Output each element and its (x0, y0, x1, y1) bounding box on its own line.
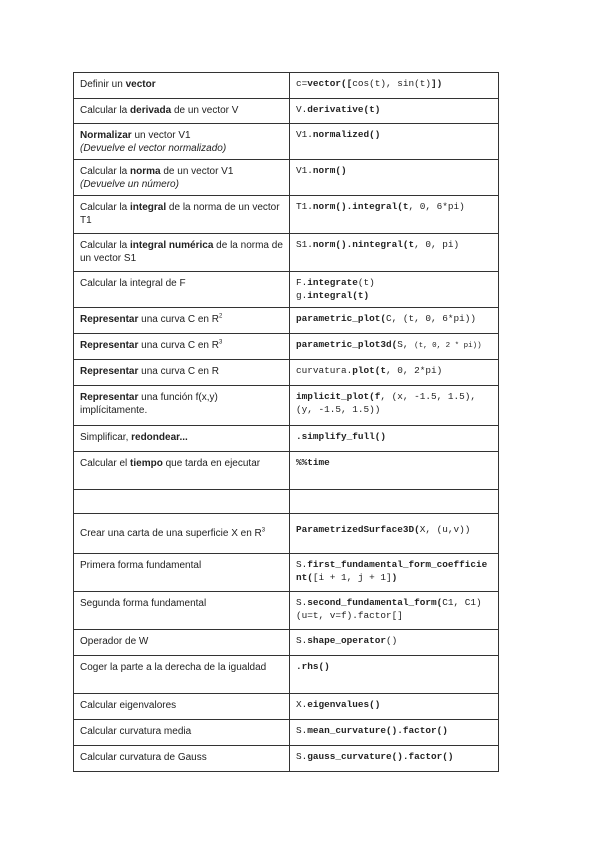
code-cell: S.mean_curvature().factor() (290, 720, 499, 746)
table-row (74, 234, 499, 272)
code-cell: c=vector([cos(t), sin(t)]) (290, 73, 499, 99)
code-cell: V.derivative(t) (290, 99, 499, 124)
description-cell: Calcular la integral de F (74, 272, 290, 308)
table-row (74, 514, 499, 554)
code-cell: V1.norm() (290, 160, 499, 196)
description-cell: Calcular la integral numérica de la norma de un vector S1 (74, 234, 290, 272)
description-cell: Normalizar un vector V1 (Devuelve el vector normalizado) (74, 124, 290, 160)
description-cell: Calcular la norma de un vector V1 (Devuelve un número) (74, 160, 290, 196)
description-cell: Simplificar, redondear... (74, 426, 290, 452)
description-cell: Segunda forma fundamental (74, 592, 290, 630)
code-cell: parametric_plot(C, (t, 0, 6*pi)) (290, 308, 499, 334)
table-row (74, 334, 499, 360)
description-cell: Representar una función f(x,y) implícitamente. (74, 386, 290, 426)
code-cell: parametric_plot3d(S, (t, 0, 2 * pi)) (290, 334, 499, 360)
table-row (74, 124, 499, 160)
code-cell: V1.normalized() (290, 124, 499, 160)
table-row (74, 426, 499, 452)
table-row (74, 360, 499, 386)
code-cell: .rhs() (290, 656, 499, 694)
code-cell: implicit_plot(f, (x, -1.5, 1.5), (y, -1.5, 1.5)) (290, 386, 499, 426)
description-cell: Operador de W (74, 630, 290, 656)
code-cell: curvatura.plot(t, 0, 2*pi) (290, 360, 499, 386)
table-row (74, 592, 499, 630)
sage-commands-table (73, 72, 499, 772)
table-row (74, 656, 499, 694)
description-cell: Calcular el tiempo que tarda en ejecutar (74, 452, 290, 490)
code-cell: X.eigenvalues() (290, 694, 499, 720)
table-row (74, 720, 499, 746)
description-cell: Crear una carta de una superficie X en $R^3$ (74, 514, 290, 554)
code-cell: S.shape_operator() (290, 630, 499, 656)
table-row (74, 99, 499, 124)
code-cell: %%time (290, 452, 499, 490)
table-row (74, 308, 499, 334)
code-cell: S.first_fundamental_form_coefficient([i + 1, j + 1]) (290, 554, 499, 592)
code-cell: T1.norm().integral(t, 0, 6*pi) (290, 196, 499, 234)
table-row (74, 746, 499, 772)
description-cell: Calcular eigenvalores (74, 694, 290, 720)
table-row (74, 73, 499, 99)
table-row (74, 554, 499, 592)
description-cell: Representar una curva C en R (74, 360, 290, 386)
code-cell: S1.norm().nintegral(t, 0, pi) (290, 234, 499, 272)
description-cell (74, 490, 290, 514)
table-row (74, 694, 499, 720)
code-cell: S.gauss_curvature().factor() (290, 746, 499, 772)
description-cell: Calcular curvatura media (74, 720, 290, 746)
description-cell: Representar una curva C en $R^2$ (74, 308, 290, 334)
table-row (74, 452, 499, 490)
description-cell: Definir un vector (74, 73, 290, 99)
description-cell: Primera forma fundamental (74, 554, 290, 592)
table-row (74, 490, 499, 514)
table-row (74, 386, 499, 426)
code-cell (290, 490, 499, 514)
description-cell: Representar una curva C en $R^3$ (74, 334, 290, 360)
table-row (74, 272, 499, 308)
description-cell: Calcular la integral de la norma de un vector T1 (74, 196, 290, 234)
description-cell: Calcular curvatura de Gauss (74, 746, 290, 772)
table-row (74, 160, 499, 196)
description-cell: Calcular la derivada de un vector V (74, 99, 290, 124)
description-cell: Coger la parte a la derecha de la igualdad (74, 656, 290, 694)
code-cell: ParametrizedSurface3D(X, (u,v)) (290, 514, 499, 554)
table-row (74, 196, 499, 234)
code-cell: S.second_fundamental_form(C1, C1)(u=t, v=f).factor[] (290, 592, 499, 630)
code-cell: F.integrate(t) g.integral(t) (290, 272, 499, 308)
table-row (74, 630, 499, 656)
code-cell: .simplify_full() (290, 426, 499, 452)
